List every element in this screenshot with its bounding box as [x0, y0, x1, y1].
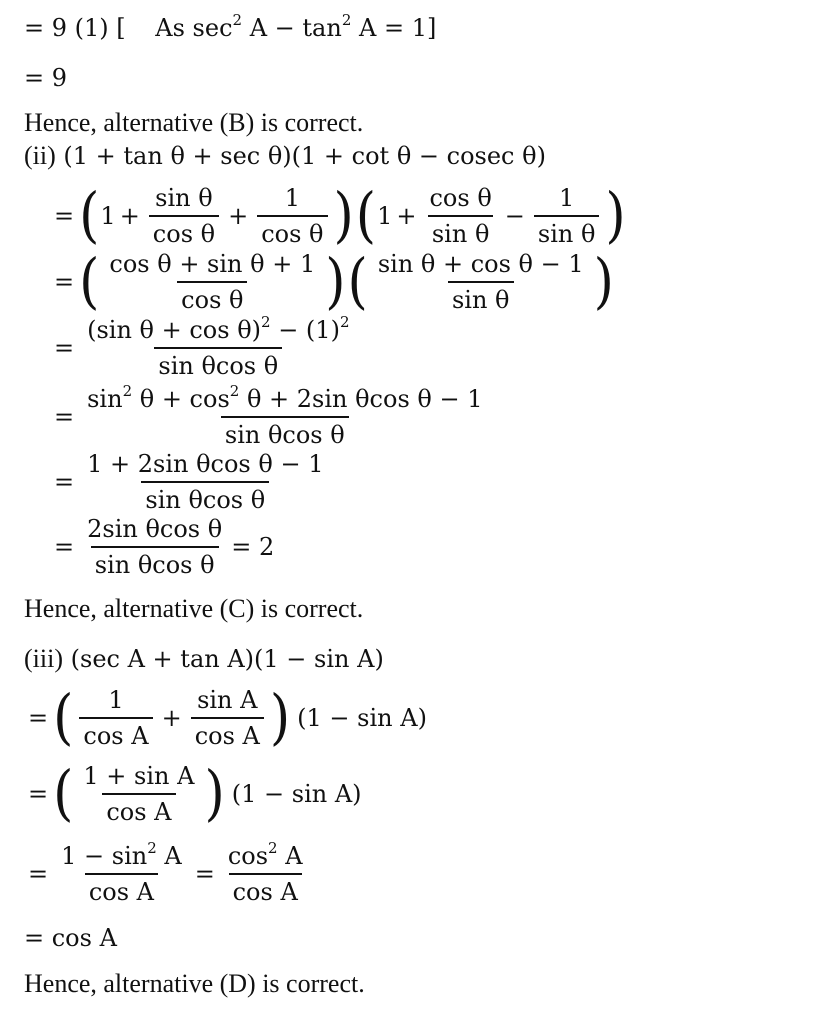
fraction: $\frac{1}{\text{sin θ}}$ — [534, 186, 600, 246]
step-iii-2: = ( $\frac{\text{1 + sin A}}{\text{cos A}}$ ) (1 − sin A) — [28, 759, 362, 829]
fraction: $\frac{\sin^2 \theta + \cos^2 \theta + 2\sin \theta\cos \theta - 1}{\text{sin θcos θ}}$ — [87, 382, 483, 449]
part-ii-label: (ii) — [24, 141, 56, 170]
step-line-1 — [24, 11, 437, 42]
fraction: $\frac{\text{sin θ}}{\text{cos θ}}$ — [149, 186, 219, 246]
step-iii-3: = $\frac{1 - \sin^2 A}{\text{cos A}}$ = $\frac{\cos^2 A}{\text{cos A}}$ — [24, 844, 312, 904]
step-ii-2: = ( $\frac{\text{cos θ + sin θ + 1}}{\text{cos θ}}$ ) ( $\frac{\text{sin θ + cos θ − 1}}{\text{sin θ}}$ ) — [54, 247, 614, 317]
step-line-2: = 9 — [24, 64, 68, 92]
step-ii-6: = $\frac{\text{2sin θcos θ}}{\text{sin θcos θ}}$ = 2 — [54, 515, 275, 579]
part-iii-heading — [24, 646, 384, 672]
step-ii-1: = ( 1 + $\frac{\text{sin θ}}{\text{cos θ}}$ + $\frac{1}{\text{cos θ}}$ ) ( 1 + $\frac{\text{cos θ}}{\text{sin θ}}$ − $\frac{1}{\text{sin θ}}$ ) — [54, 181, 626, 251]
l1-prefix: = 9 (1) [ — [24, 14, 126, 42]
fraction: $\frac{1}{\text{cos A}}$ — [79, 688, 152, 748]
step-ii-3: = $\frac{(\sin \theta + \cos \theta)^2 - (1)^2}{\text{sin θcos θ}}$ — [50, 318, 358, 378]
fraction: $\frac{(\sin \theta + \cos \theta)^2 - (1)^2}{\text{sin θcos θ}}$ — [87, 313, 350, 380]
fraction: $\frac{\text{1 + 2sin θcos θ − 1}}{\text{sin θcos θ}}$ — [87, 450, 324, 514]
step-iii-1: = ( $\frac{1}{\text{cos A}}$ + $\frac{\text{sin A}}{\text{cos A}}$ ) (1 − sin A) — [28, 683, 427, 753]
step-ii-5: = $\frac{\text{1 + 2sin θcos θ − 1}}{\text{sin θcos θ}}$ — [50, 452, 332, 512]
conclusion-d: Hence, alternative (D) is correct. — [24, 969, 365, 998]
part-ii-heading — [24, 143, 546, 169]
fraction: $\frac{\text{2sin θcos θ}}{\text{sin θcos θ}}$ — [87, 515, 223, 579]
fraction: $\frac{\text{cos θ + sin θ + 1}}{\text{cos θ}}$ — [109, 250, 316, 314]
fraction: $\frac{\text{sin θ + cos θ − 1}}{\text{sin θ}}$ — [377, 250, 584, 314]
fraction: $\frac{\text{cos θ}}{\text{sin θ}}$ — [429, 184, 492, 248]
conclusion-c: Hence, alternative (C) is correct. — [24, 594, 364, 623]
conclusion-b: Hence, alternative (B) is correct. — [24, 108, 364, 137]
step-iii-4: = cos A — [24, 924, 117, 952]
part-ii-expression: (1 + tan θ + sec θ)(1 + cot θ − cosec θ) — [63, 142, 546, 170]
step-ii-4: = $\frac{\sin^2 \theta + \cos^2 \theta + 2\sin \theta\cos \theta - 1}{\text{sin θcos θ}}$ — [50, 387, 491, 447]
fraction: $\frac{\text{1 + sin A}}{\text{cos A}}$ — [83, 762, 195, 826]
part-iii-expression: (sec A + tan A)(1 − sin A) — [70, 645, 384, 673]
fraction: $\frac{\cos^2 A}{\text{cos A}}$ — [227, 839, 303, 906]
part-iii-label: (iii) — [24, 644, 63, 673]
identity-note: As $\sec^2 A - \tan^2 A = 1$] — [155, 11, 437, 42]
fraction: $\frac{1 - \sin^2 A}{\text{cos A}}$ — [61, 839, 182, 906]
fraction: $\frac{\text{sin A}}{\text{cos A}}$ — [191, 688, 264, 748]
fraction: $\frac{1}{\text{cos θ}}$ — [257, 186, 327, 246]
